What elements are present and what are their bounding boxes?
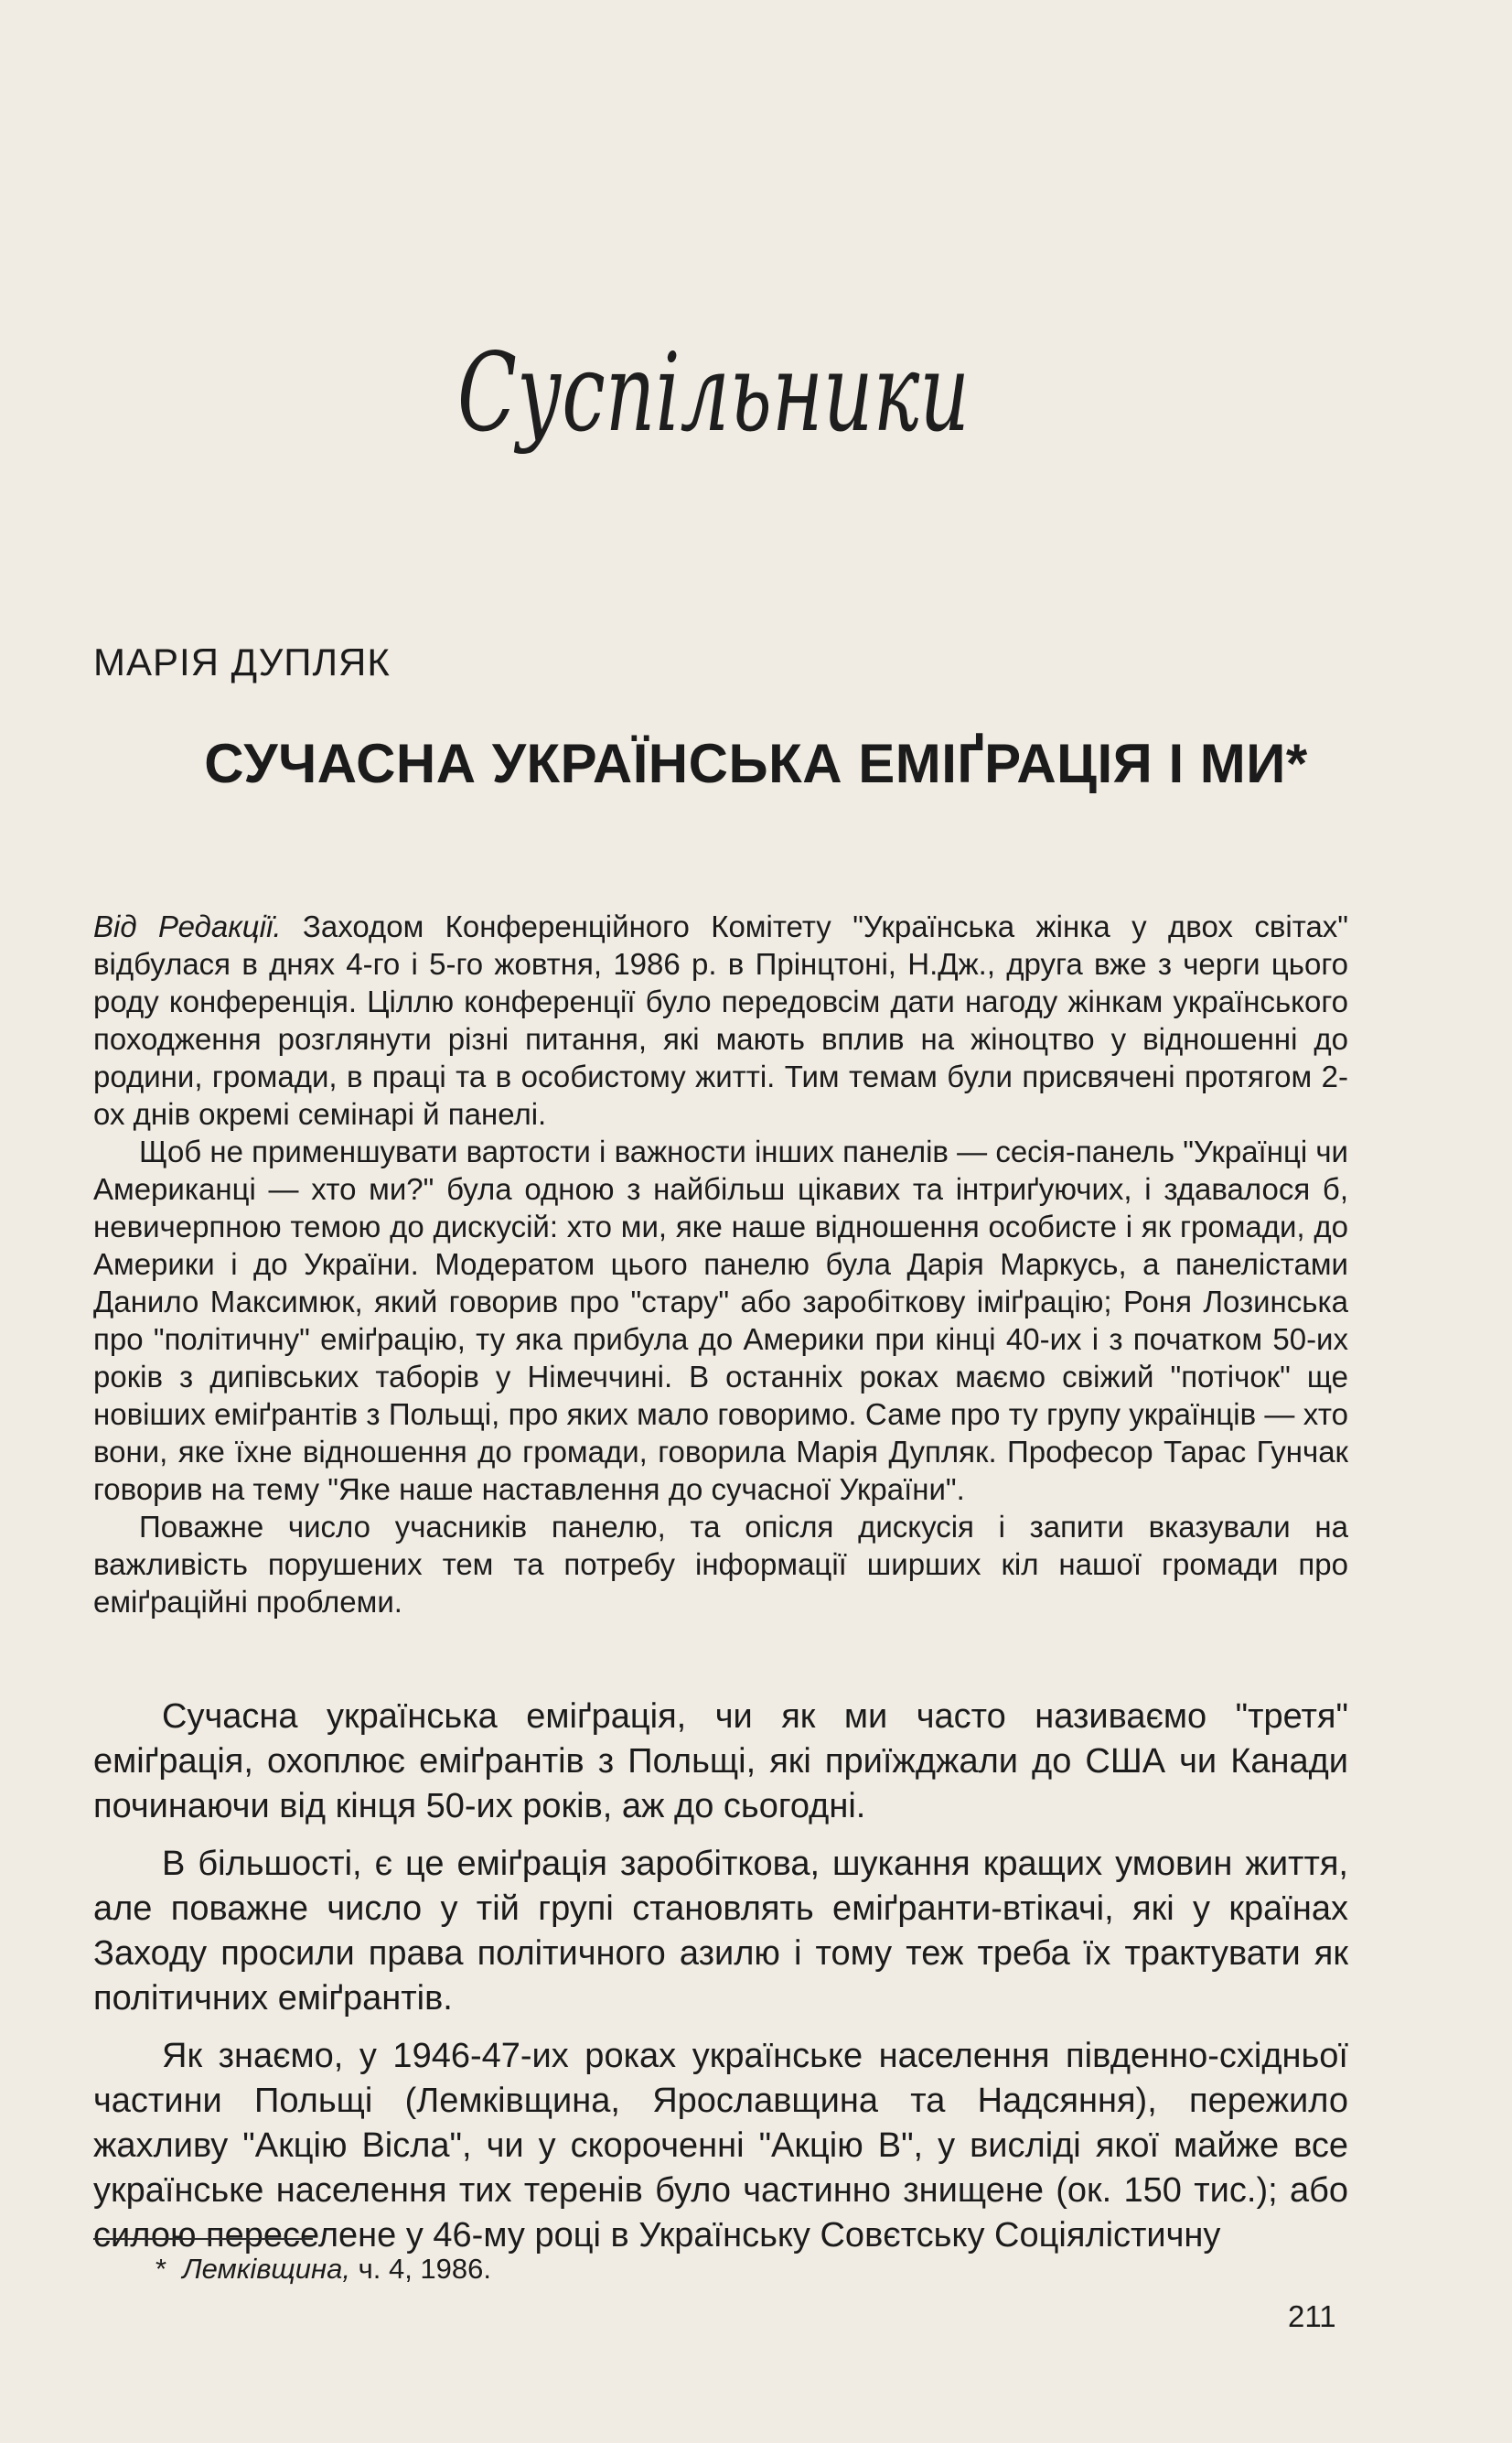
- editorial-text: Заходом Конференційного Комітету "Українська жінка у двох світах" відбулася в днях 4-го і 5-го жовтня, 1986 р. в Прінцтоні, Н.Дж., друга вже з черги цього роду конференція. Ціллю конференції було передовсім дати нагоду жінкам українського походження розглянути різні питання, які мають вплив на жіноцтво у відношенні до родини, громади, в праці та в особистому житті. Тим темам були присвячені протягом 2-ох днів окремі семінарі й панелі.: [93, 909, 1349, 1131]
- author-name: МАРІЯ ДУПЛЯК: [93, 640, 391, 683]
- editorial-label: Від Редакції.: [93, 909, 282, 943]
- editorial-paragraph: Щоб не применшувати вартости і важности інших панелів — сесія-панель "Українці чи Американці — хто ми?" була одною з найбільш цікавих та інтриґуючих, і здавалося б, невичерпною темою до дискусій: хто ми, яке наше відношення особисте і як громади, до Америки і до України. Модератом цього панелю була Дарія Маркусь, а панелістами Данило Максимюк, який говорив про "стару" або заробіткову іміґрацію; Роня Лозинська про "політичну" еміґрацію, ту яка прибула до Америки при кінці 40-их і з початком 50-их років з дипівських таборів у Німеччині. В останніх роках маємо свіжий "потічок" ще новіших еміґрантів з Польщі, про яких мало говоримо. Саме про ту групу українців — хто вони, яке їхне відношення до громади, говорила Марія Дупляк. Професор Тарас Гунчак говорив на тему "Яке наше наставлення до сучасної України".: [93, 1135, 1348, 1506]
- body-paragraph: Як знаємо, у 1946-47-их роках українське населення південно-східньої частини Польщі (Лемківщина, Ярославщина та Надсяння), пережило жахливу "Акцію Вісла", чи у скороченні "Акцію В", у висліді якої майже все українське населення тих теренів було частинно знищене (ок. 150 тис.); або силою переселене у 46-му році в Українську Совєтську Соціялістичну: [93, 2037, 1348, 2255]
- page-number: 211: [1288, 2299, 1336, 2333]
- editorial-note: [93, 908, 1348, 1620]
- editorial-paragraph: [93, 908, 1348, 1133]
- section-heading-text: Суспільники: [457, 329, 970, 456]
- footnote-detail: ч. 4, 1986.: [358, 2253, 491, 2285]
- body-paragraph: Сучасна українська еміґрація, чи як ми часто називаємо "третя" еміґрація, охоплює еміґрантів з Польщі, які приїжджали до США чи Канади починаючи від кінця 50-их років, аж до сьогодні.: [93, 1697, 1348, 1825]
- footnote: [155, 2253, 491, 2286]
- editorial-paragraph: Поважне число учасників панелю, та опісля дискусія і запити вказували на важливість порушених тем та потребу інформації ширших кіл нашої громади про еміґраційні проблеми.: [93, 1510, 1348, 1619]
- footnote-rule: [93, 2238, 313, 2240]
- body-paragraph: В більшості, є це еміґрація заробіткова, шукання кращих умовин життя, але поважне число у тій групі становлять еміґранти-втікачі, які у країнах Заходу просили права політичного азилю і тому теж треба їх трактувати як політичних еміґрантів.: [93, 1845, 1348, 2018]
- article-title: СУЧАСНА УКРАЇНСЬКА ЕМІҐРАЦІЯ І МИ*: [204, 733, 1308, 794]
- section-heading: [439, 274, 1006, 567]
- footnote-source: Лемківщина,: [182, 2253, 350, 2285]
- footnote-marker: *: [155, 2253, 167, 2285]
- article-body: [93, 1695, 1348, 2271]
- section-heading-script: [439, 274, 1006, 567]
